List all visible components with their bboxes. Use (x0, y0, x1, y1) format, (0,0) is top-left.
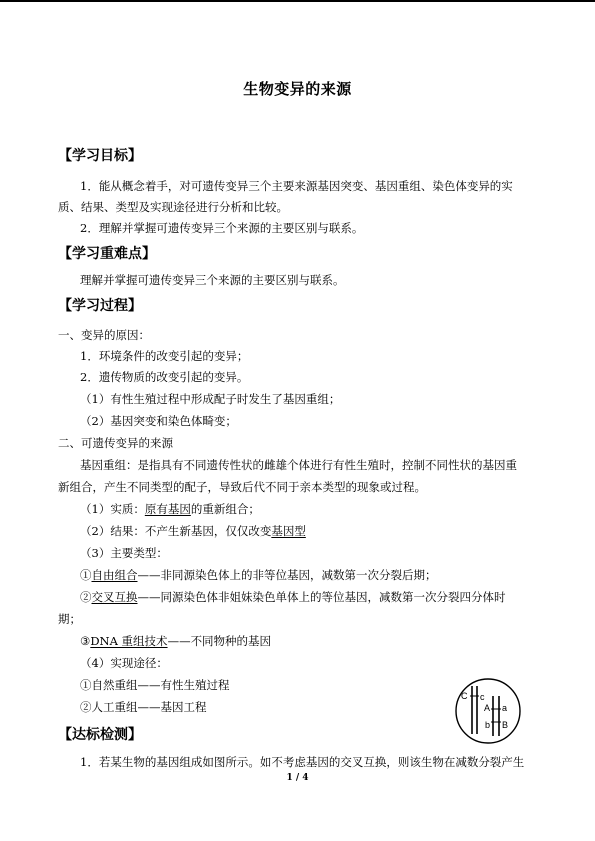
heading-key-points: 【学习重难点】 (58, 246, 156, 262)
question-1: 1．若某生物的基因组成如图所示。如不考虑基因的交叉互换，则该生物在减数分裂产生 (80, 755, 525, 769)
type-3-text: ——不同物种的基因 (167, 634, 272, 648)
type-3-marker: ③ (80, 634, 91, 648)
way-1: ①自然重组——有性生殖过程 (80, 678, 230, 692)
essence-suffix: 的重新组合； (190, 502, 260, 516)
type-1-underlined: 自由组合 (91, 568, 138, 582)
gene-label: c (480, 692, 485, 702)
type-3 (80, 634, 271, 648)
gene-label: C (461, 691, 468, 701)
type-2-marker: ② (80, 590, 92, 604)
page-number: 1 / 4 (286, 773, 309, 783)
chromosome-diagram (453, 676, 523, 746)
key-point-text: 理解并掌握可遗传变异三个来源的主要区别与联系。 (80, 273, 345, 287)
goal-1-line-2: 质、结果、类型及实现途径进行分析和比较。 (58, 200, 288, 214)
type-2-continued: 期； (58, 612, 81, 626)
type-1-marker: ① (80, 568, 92, 582)
type-2-text: ——同源染色体非姐妹染色单体上的等位基因，减数第一次分裂四分体时 (137, 590, 506, 604)
top-rule (0, 0, 595, 2)
definition-line-2: 新组合，产生不同类型的配子，导致后代不同于亲本类型的现象或过程。 (58, 480, 426, 494)
definition-line-1: 基因重组：是指具有不同遗传性状的雌雄个体进行有性生殖时，控制不同性状的基因重 (80, 458, 517, 472)
way-2: ②人工重组——基因工程 (80, 700, 207, 714)
gene-label: A (484, 703, 491, 713)
result-prefix: （2）结果：不产生新基因，仅仅改变 (80, 524, 272, 538)
result-underlined: 基因型 (271, 524, 306, 538)
gene-label: B (502, 720, 509, 730)
type-2 (80, 590, 506, 604)
gene-label: a (502, 703, 508, 713)
type-1-text: ——非同源染色体上的非等位基因，减数第一次分裂后期； (137, 568, 437, 582)
cause-1: 1．环境条件的改变引起的变异； (80, 349, 249, 363)
goal-2: 2．理解并掌握可遗传变异三个来源的主要区别与联系。 (80, 221, 364, 235)
cause-2-sub-2: （2）基因突变和染色体畸变； (80, 414, 237, 428)
type-2-underlined: 交叉互换 (91, 590, 138, 604)
type-1 (80, 568, 437, 582)
cause-2-sub-1: （1）有性生殖过程中形成配子时发生了基因重组； (80, 392, 341, 406)
essence-underlined: 原有基因 (144, 502, 191, 516)
goal-1-line-1: 1．能从概念着手，对可遗传变异三个主要来源基因突变、基因重组、染色体变异的实 (80, 179, 513, 193)
type-3-underlined: DNA 重组技术 (90, 634, 168, 648)
heading-learning-goals: 【学习目标】 (58, 148, 142, 164)
gene-label: b (485, 720, 491, 730)
section-2-title: 二、可遗传变异的来源 (58, 436, 173, 450)
heading-assessment: 【达标检测】 (58, 727, 142, 743)
result-line (80, 524, 306, 538)
heading-learning-process: 【学习过程】 (58, 298, 142, 314)
page-title: 生物变异的来源 (243, 80, 352, 98)
types-title: （3）主要类型： (80, 546, 168, 560)
section-1-title: 一、变异的原因： (58, 328, 150, 342)
cause-2: 2．遗传物质的改变引起的变异。 (80, 370, 249, 384)
essence-line (80, 502, 260, 516)
essence-prefix: （1）实质： (80, 502, 145, 516)
ways-title: （4）实现途径： (80, 656, 168, 670)
